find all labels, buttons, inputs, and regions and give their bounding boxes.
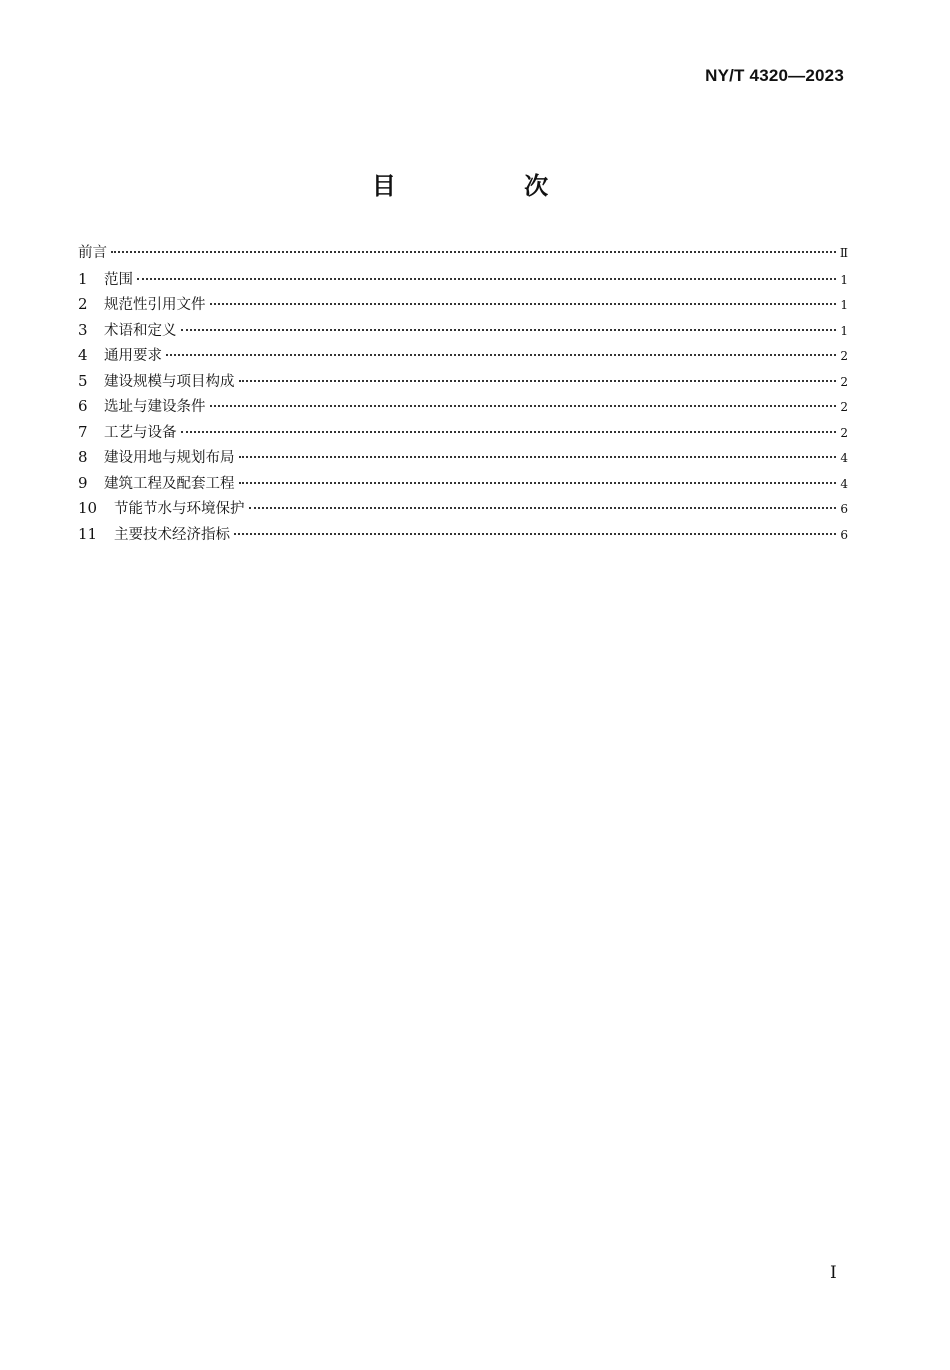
dot-leader bbox=[239, 455, 837, 458]
toc-entry-page: 4 bbox=[840, 476, 848, 491]
toc-entry-page: 2 bbox=[840, 374, 848, 389]
toc-entry-number: 1 bbox=[78, 269, 88, 288]
toc-entry-9[interactable] bbox=[78, 471, 848, 497]
standard-code: NY/T 4320—2023 bbox=[705, 66, 844, 85]
toc-entry-label: 规范性引用文件 bbox=[104, 297, 206, 313]
toc-entry-page: 1 bbox=[840, 272, 848, 287]
toc-entry-preface[interactable] bbox=[78, 241, 848, 267]
toc-entry-label: 节能节水与环境保护 bbox=[114, 501, 245, 517]
dot-leader bbox=[181, 430, 837, 433]
toc-entry-label: 工艺与设备 bbox=[104, 424, 177, 441]
dot-leader bbox=[166, 353, 836, 356]
dot-leader bbox=[239, 379, 837, 382]
toc-entry-page: Ⅱ bbox=[839, 246, 848, 260]
dot-leader bbox=[234, 532, 836, 535]
toc-entry-11[interactable] bbox=[78, 522, 848, 548]
toc-entry-label: 范围 bbox=[104, 271, 133, 288]
toc-entry-page: 6 bbox=[840, 527, 848, 542]
dot-leader bbox=[239, 481, 837, 484]
page-number: I bbox=[830, 1263, 837, 1283]
toc-entry-6[interactable] bbox=[78, 394, 848, 420]
toc-entry-1[interactable] bbox=[78, 267, 848, 293]
toc-entry-page: 1 bbox=[840, 323, 848, 338]
dot-leader bbox=[181, 328, 837, 331]
toc-entry-4[interactable] bbox=[78, 343, 848, 369]
toc-entry-label: 建设用地与规划布局 bbox=[104, 450, 235, 466]
dot-leader bbox=[249, 506, 837, 509]
toc-entry-page: 2 bbox=[840, 349, 848, 363]
dot-leader bbox=[210, 302, 837, 305]
toc-entry-label: 选址与建设条件 bbox=[104, 399, 206, 415]
toc-entry-number: 4 bbox=[78, 346, 88, 364]
toc-entry-label: 前言 bbox=[78, 245, 107, 261]
toc-entry-10[interactable] bbox=[78, 496, 848, 522]
toc-entry-page: 2 bbox=[840, 400, 848, 414]
toc-entry-7[interactable] bbox=[78, 420, 848, 446]
table-of-contents bbox=[78, 241, 848, 547]
toc-entry-number: 5 bbox=[78, 371, 88, 390]
toc-entry-page: 1 bbox=[840, 298, 848, 312]
toc-entry-label: 主要技术经济指标 bbox=[114, 526, 230, 543]
dot-leader bbox=[111, 250, 836, 253]
toc-entry-number: 11 bbox=[78, 524, 98, 543]
toc-entry-5[interactable] bbox=[78, 369, 848, 395]
toc-entry-page: 4 bbox=[840, 451, 848, 465]
toc-entry-label: 建设规模与项目构成 bbox=[104, 373, 235, 390]
toc-entry-number: 7 bbox=[78, 422, 88, 441]
toc-entry-number: 6 bbox=[78, 397, 88, 415]
toc-entry-2[interactable] bbox=[78, 292, 848, 318]
toc-entry-3[interactable] bbox=[78, 318, 848, 344]
toc-entry-8[interactable] bbox=[78, 445, 848, 471]
toc-entry-number: 3 bbox=[78, 320, 88, 339]
toc-entry-page: 6 bbox=[840, 502, 848, 516]
toc-entry-label: 通用要求 bbox=[104, 348, 162, 364]
toc-entry-label: 建筑工程及配套工程 bbox=[104, 475, 235, 492]
toc-entry-number: 9 bbox=[78, 473, 88, 492]
toc-entry-label: 术语和定义 bbox=[104, 322, 177, 339]
toc-entry-number: 2 bbox=[78, 295, 88, 313]
toc-entry-number: 10 bbox=[78, 499, 98, 517]
toc-entry-number: 8 bbox=[78, 448, 88, 466]
dot-leader bbox=[137, 277, 836, 280]
dot-leader bbox=[210, 404, 837, 407]
toc-entry-page: 2 bbox=[840, 425, 848, 440]
toc-title: 目 次 bbox=[371, 172, 609, 200]
